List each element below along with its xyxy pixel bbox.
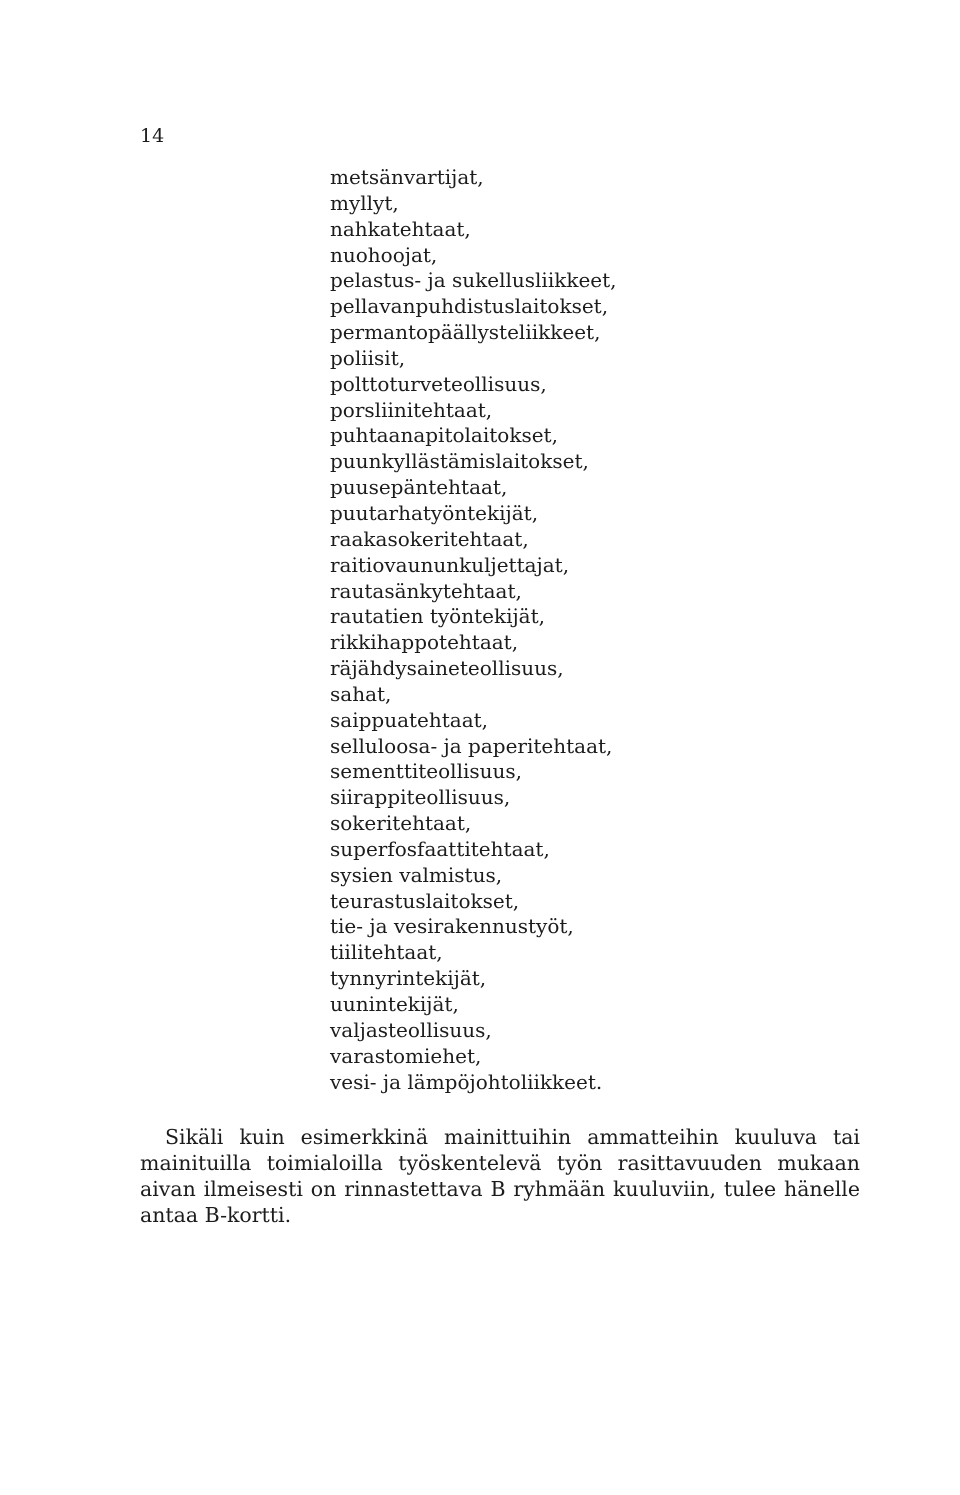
list-item: selluloosa- ja paperitehtaat, — [330, 733, 613, 758]
list-item: puusepäntehtaat, — [330, 475, 508, 500]
list-item: puunkyllästämislaitokset, — [330, 449, 589, 474]
list-item: myllyt, — [330, 190, 399, 215]
body-paragraph: Sikäli kuin esimerkkinä mainittuihin ammatteihin kuuluva tai mainituilla toimialoilla työskentelevä työn rasittavuuden mukaan aivan ilmeisesti on rinnastettava B ryhmään kuuluviin, tulee hänelle antaa B-kortti. — [140, 1125, 860, 1227]
list-item: varastomiehet, — [330, 1043, 482, 1068]
list-item: permantopäällysteliikkeet, — [330, 320, 601, 345]
list-item: nuohoojat, — [330, 242, 438, 267]
list-item: puhtaanapitolaitokset, — [330, 423, 558, 448]
list-item: sokeritehtaat, — [330, 811, 472, 836]
list-item: rikkihappotehtaat, — [330, 630, 519, 655]
list-item: porsliinitehtaat, — [330, 397, 493, 422]
list-item: vesi- ja lämpöjohtoliikkeet. — [330, 1069, 603, 1094]
list-item: raitiovaununkuljettajat, — [330, 552, 570, 577]
list-item: raakasokeritehtaat, — [330, 526, 529, 551]
occupation-list — [330, 165, 617, 1095]
list-item: rautasänkytehtaat, — [330, 578, 522, 603]
list-item: sysien valmistus, — [330, 862, 503, 887]
list-item: metsänvartijat, — [330, 165, 484, 189]
list-item: räjähdysaineteollisuus, — [330, 656, 564, 681]
list-item: polttoturveteollisuus, — [330, 371, 547, 396]
list-item: siirappiteollisuus, — [330, 785, 511, 810]
list-item: valjasteollisuus, — [330, 1017, 492, 1042]
list-item: poliisit, — [330, 345, 406, 370]
list-item: pelastus- ja sukellusliikkeet, — [330, 268, 617, 293]
list-item: tiilitehtaat, — [330, 940, 443, 965]
list-item: saippuatehtaat, — [330, 707, 489, 732]
list-item: sementtiteollisuus, — [330, 759, 523, 784]
list-item: sahat, — [330, 681, 392, 706]
page-number: 14 — [140, 125, 165, 147]
list-item: puutarhatyöntekijät, — [330, 500, 539, 525]
list-item: rautatien työntekijät, — [330, 604, 545, 629]
list-item: tynnyrintekijät, — [330, 966, 487, 991]
list-item: uunintekijät, — [330, 992, 459, 1016]
list-item: nahkatehtaat, — [330, 216, 471, 241]
list-item: pellavanpuhdistuslaitokset, — [330, 294, 609, 319]
list-item: superfosfaattitehtaat, — [330, 836, 550, 861]
list-item: tie- ja vesirakennustyöt, — [330, 914, 574, 939]
list-item: teurastuslaitokset, — [330, 888, 520, 913]
